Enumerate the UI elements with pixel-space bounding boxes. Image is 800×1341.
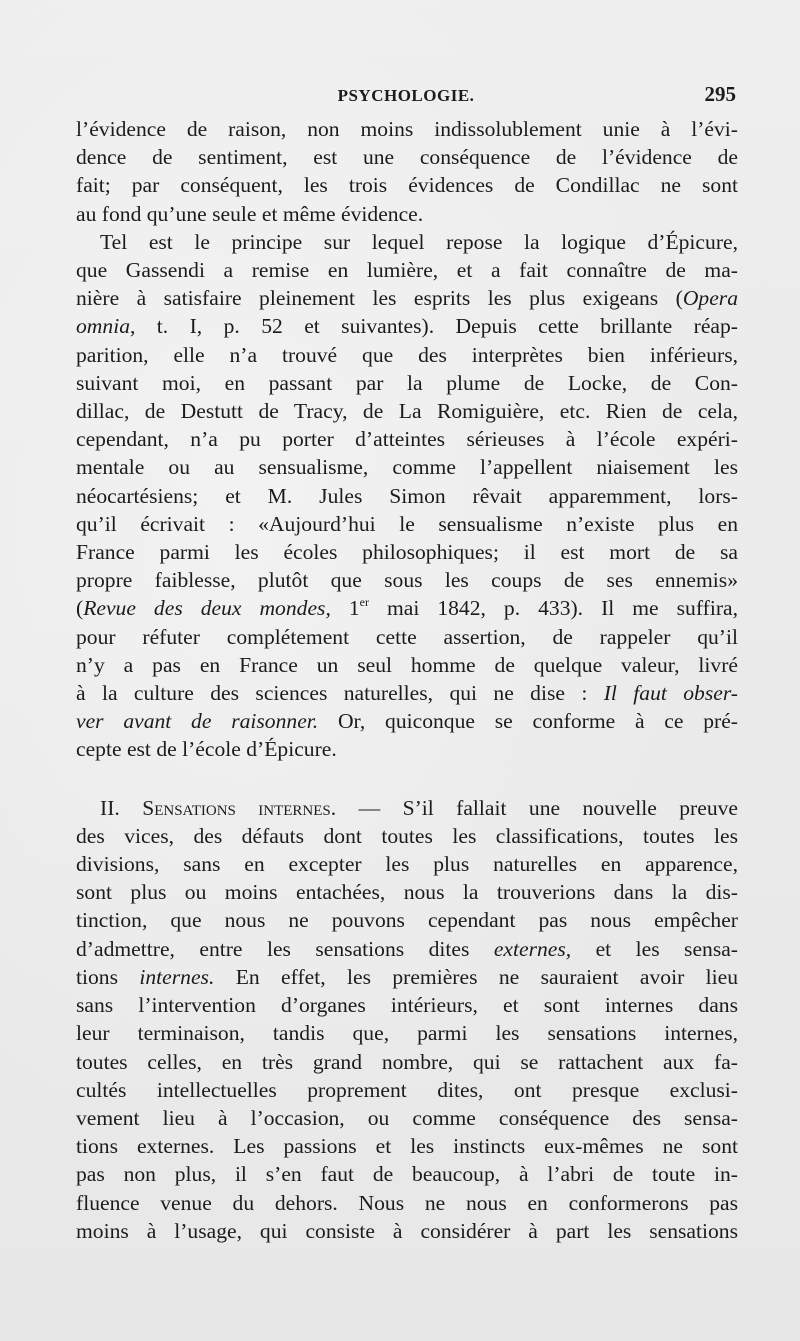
text-line: cepte est de l’école d’Épicure. [76,737,337,762]
text-line: Tel est le principe sur lequel repose la logique d’Épicure, [100,229,738,254]
text-line: moins à l’usage, qui consiste à considérer à part les sensations [76,1218,738,1243]
superscript: er [359,595,369,610]
italic-text: Revue des deux mondes, [83,596,331,621]
text-line: dillac, de Destutt de Tracy, de La Romiguière, etc. Rien de cela, [76,399,738,424]
italic-text: internes. [139,964,215,989]
running-title: PSYCHOLOGIE. [337,86,475,105]
text-line: ver avant de raisonner. Or, quiconque se conforme à ce pré- [76,709,738,734]
text-line: que Gassendi a remise en lumière, et a fait connaître de ma- [76,258,738,283]
text-line: tions internes. En effet, les premières ne sauraient avoir lieu [76,964,738,989]
text-line: d’admettre, entre les sensations dites externes, et les sensa- [76,936,738,961]
text-line: nière à satisfaire pleinement les esprits les plus exigeans (Opera [76,286,738,311]
section-heading-line: II. Sensations internes. — S’il fallait une nouvelle preuve [100,795,738,820]
text-line: pas non plus, il s’en faut de beaucoup, à l’abri de toute in- [76,1162,738,1187]
text-line: omnia, t. I, p. 52 et suivantes). Depuis cette brillante réap- [76,314,738,339]
text-line: fluence venue du dehors. Nous ne nous en conformerons pas [76,1190,738,1215]
text-line: dence de sentiment, est une conséquence de l’évidence de [76,145,738,170]
text-line: (Revue des deux mondes, 1er mai 1842, p. 433). Il me suffira, [76,595,738,621]
section-title: Sensations internes. [142,795,337,820]
text-line: tinction, que nous ne pouvons cependant pas nous empêcher [76,908,738,933]
text-line: des vices, des défauts dont toutes les classifications, toutes les [76,823,738,848]
italic-text: Il faut obser- [603,681,738,706]
section-number: II. [100,795,120,820]
page-number: 295 [704,82,736,106]
italic-text: Opera [682,286,738,311]
text-line: vement lieu à l’occasion, ou comme conséquence des sensa- [76,1105,738,1130]
paragraph-2 [76,228,738,764]
paragraph-1 [76,115,738,228]
text-line: n’y a pas en France un seul homme de quelque valeur, livré [76,652,738,677]
text-line: divisions, sans en excepter les plus naturelles en apparence, [76,852,738,877]
italic-text: ver avant de raisonner. [76,709,319,734]
section-2 [76,794,738,1245]
page-header [76,82,736,112]
text-line: l’évidence de raison, non moins indissolublement unie à l’évi- [76,117,738,141]
text-line: tions externes. Les passions et les instincts eux-mêmes ne sont [76,1134,738,1159]
text-line: leur terminaison, tandis que, parmi les sensations internes, [76,1021,738,1046]
page-body [76,115,738,1245]
text-line: à la culture des sciences naturelles, qui ne dise : Il faut obser- [76,681,738,706]
italic-text: externes, [493,936,572,961]
text-line: cultés intellectuelles proprement dites, ont presque exclusi- [76,1077,738,1102]
text-line: sans l’intervention d’organes intérieurs, et sont internes dans [76,993,738,1018]
text-line: France parmi les écoles philosophiques; il est mort de sa [76,540,738,565]
text-line: néocartésiens; et M. Jules Simon rêvait apparemment, lors- [76,483,738,508]
italic-text: omnia [76,314,130,339]
text-line: fait; par conséquent, les trois évidences de Condillac ne sont [76,173,738,198]
text-line: qu’il écrivait : «Aujourd’hui le sensualisme n’existe plus en [76,511,738,536]
text-line: suivant moi, en passant par la plume de Locke, de Con- [76,370,738,395]
text-line: au fond qu’une seule et même évidence. [76,201,424,226]
text-line: parition, elle n’a trouvé que des interprètes bien inférieurs, [76,342,738,367]
text-line: toutes celles, en très grand nombre, qui se rattachent aux fa- [76,1049,738,1074]
text-line: sont plus ou moins entachées, nous la trouverions dans la dis- [76,880,738,905]
text-line: cependant, n’a pu porter d’atteintes sérieuses à l’école expéri- [76,427,738,452]
text-line: mentale ou au sensualisme, comme l’appellent niaisement les [76,455,738,480]
section-spacer [76,764,738,794]
text-line: pour réfuter complétement cette assertion, de rappeler qu’il [76,624,738,649]
text-line: propre faiblesse, plutôt que sous les coups de ses ennemis» [76,568,738,593]
